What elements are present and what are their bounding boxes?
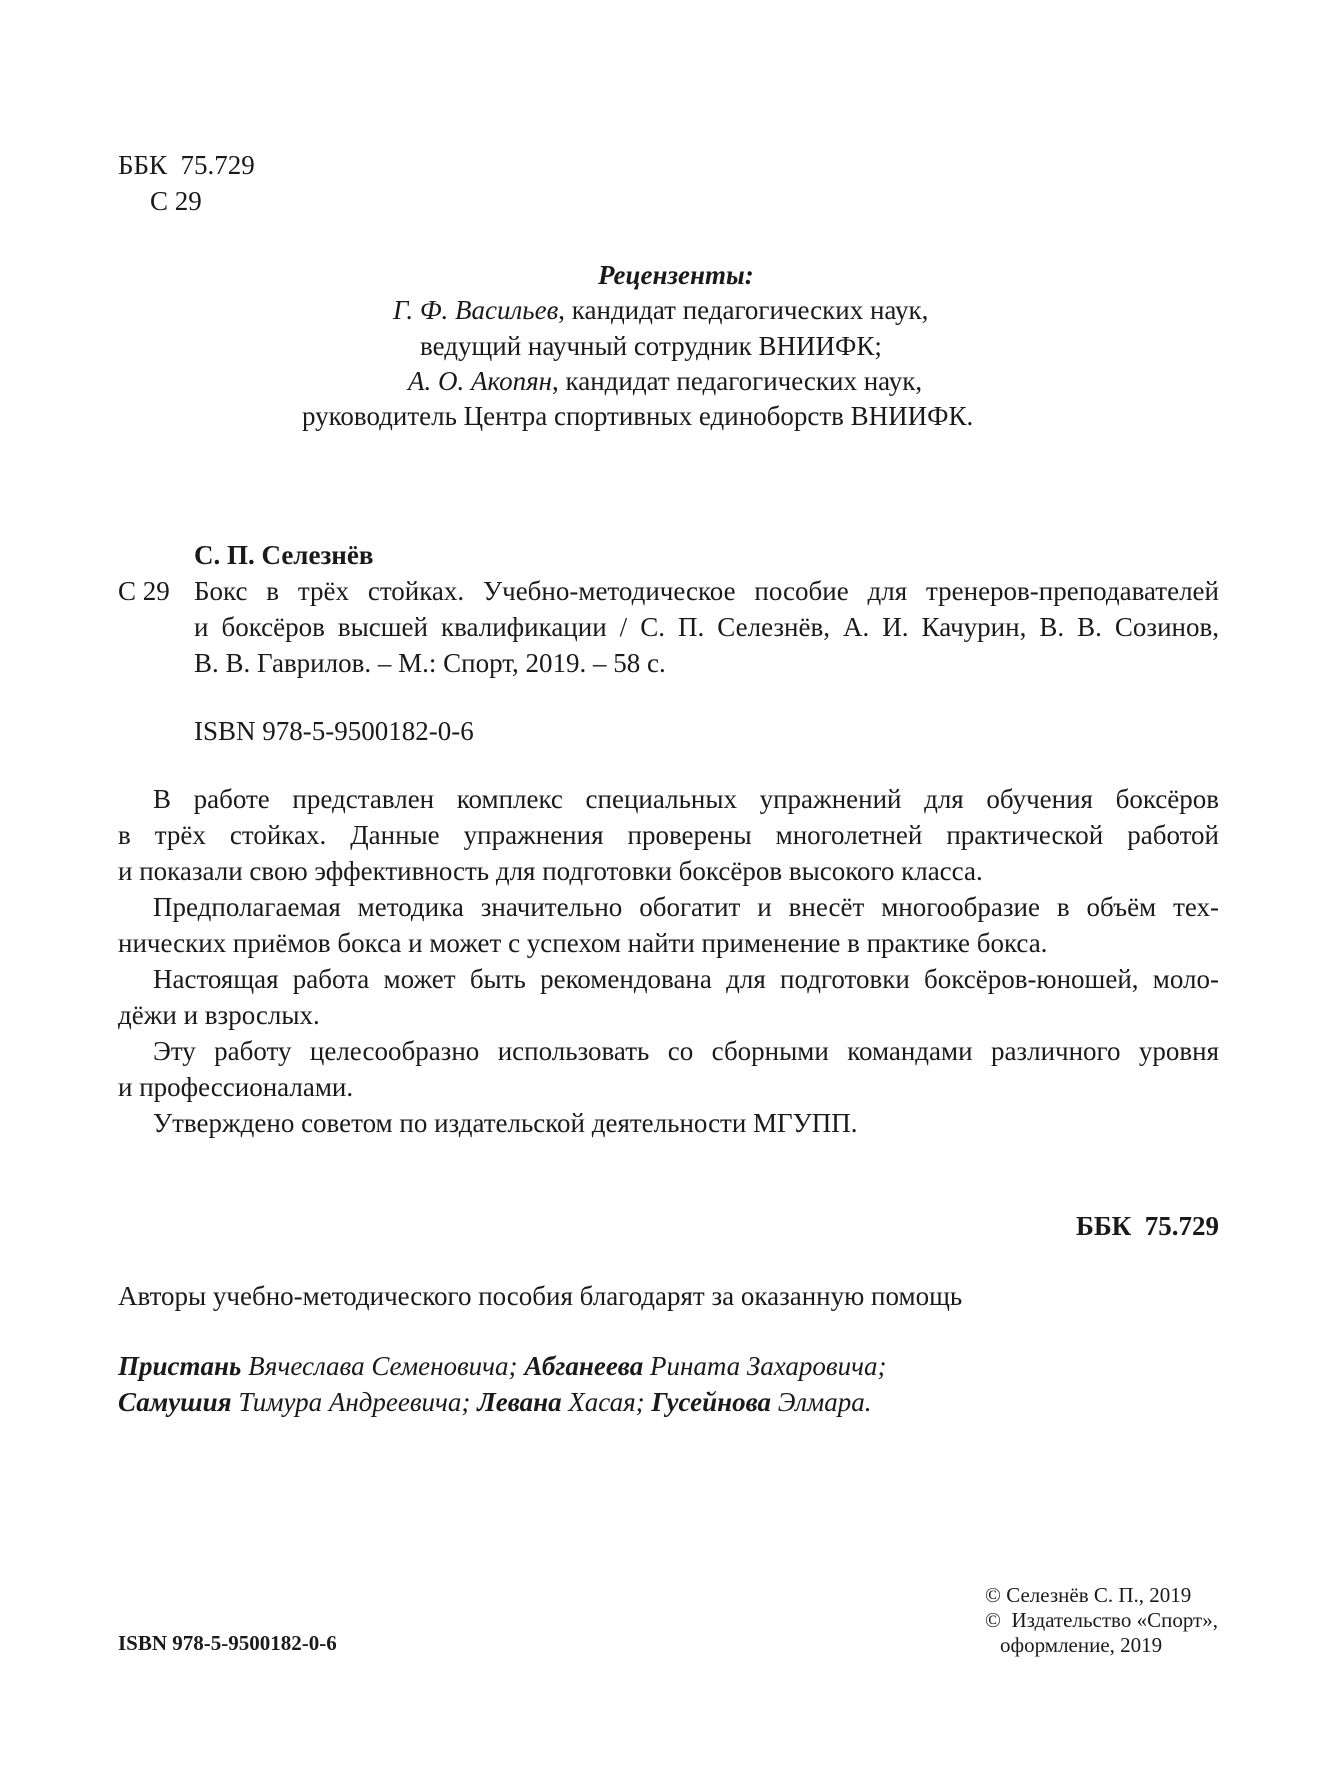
ack-name-3-rest: Тимура Андреевича; [231, 1387, 478, 1417]
abstract-p2-line2: нических приёмов бокса и может с успехом найти применение в практике бокса. [118, 928, 1048, 958]
abstract-p1-line2: в трёх стойках. Данные упражнения проверены многолетней практической работой [118, 820, 1219, 850]
reviewer-2-position: руководитель Центра спортивных единоборств ВНИИФК. [302, 401, 974, 431]
reviewers-title: Рецензенты: [598, 260, 754, 290]
ack-line-2 [118, 1351, 872, 1419]
ack-intro: Авторы учебно-методического пособия благодарят за оказанную помощь [118, 1281, 963, 1311]
reviewer-1 [393, 293, 928, 327]
abstract-p1-line1: В работе представлен комплекс специальных упражнений для обучения боксёров [153, 784, 1219, 814]
copyright-design: оформление, 2019 [1000, 1633, 1163, 1657]
ack-name-4-surname: Левана [477, 1387, 562, 1417]
catalog-line-2: и боксёров высшей квалификации / С. П. Селезнёв, А. И. Качурин, В. В. Созинов, [194, 612, 1219, 642]
bbk-code-label: ББК [118, 150, 168, 180]
abstract-p4-line2: и профессионалами. [118, 1072, 354, 1102]
reviewer-2-desc: , кандидат педагогических наук, [552, 366, 923, 396]
author-mark: С 29 [150, 186, 202, 216]
reviewer-2-name: А. О. Акопян [408, 366, 553, 396]
bbk-footer: ББК 75.729 [1075, 1211, 1219, 1241]
ack-name-2-surname: Абганеева [524, 1351, 644, 1381]
catalog-isbn: ISBN 978-5-9500182-0-6 [194, 716, 474, 746]
catalog-author: С. П. Селезнёв [194, 540, 374, 570]
abstract-p5-line1: Утверждено советом по издательской деятельности МГУПП. [153, 1108, 858, 1138]
bbk-code-value: 75.729 [180, 150, 255, 180]
bottom-isbn: ISBN 978-5-9500182-0-6 [118, 1631, 337, 1655]
abstract-p1-line3: и показали свою эффективность для подготовки боксёров высокого класса. [118, 856, 983, 886]
abstract-p4-line1: Эту работу целесообразно использовать со сборными командами различного уровня [153, 1036, 1219, 1066]
ack-name-1-rest: Вячеслава Семеновича; [241, 1351, 525, 1381]
bbk-code [118, 148, 255, 182]
reviewer-1-desc: , кандидат педагогических наук, [558, 295, 929, 325]
abstract-p3-line2: дёжи и взрослых. [118, 1000, 320, 1030]
reviewer-1-position: ведущий научный сотрудник ВНИИФК; [420, 331, 882, 361]
copyright-author: © Селезнёв С. П., 2019 [985, 1583, 1192, 1607]
ack-name-5-rest: Элмара. [771, 1387, 872, 1417]
catalog-mark: С 29 [118, 576, 170, 606]
abstract-p3-line1: Настоящая работа может быть рекомендована для подготовки боксёров-юношей, моло- [153, 964, 1219, 994]
ack-name-2-rest: Рината Захаровича; [643, 1351, 887, 1381]
ack-name-1-surname: Пристань [118, 1351, 242, 1381]
abstract-p2-line1: Предполагаемая методика значительно обогатит и внесёт многообразие в объём тех- [153, 892, 1219, 922]
copyright-publisher: © Издательство «Спорт», [985, 1608, 1218, 1632]
ack-name-5-surname: Гусейнова [651, 1387, 772, 1417]
catalog-line-1: Бокс в трёх стойках. Учебно-методическое пособие для тренеров-преподавателей [194, 576, 1219, 606]
reviewer-2 [408, 364, 922, 398]
catalog-line-3: В. В. Гаврилов. – М.: Спорт, 2019. – 58 с. [194, 648, 666, 678]
reviewer-1-name: Г. Ф. Васильев [393, 295, 559, 325]
ack-name-3-surname: Самушия [118, 1387, 232, 1417]
ack-name-4-rest: Хасая; [561, 1387, 652, 1417]
